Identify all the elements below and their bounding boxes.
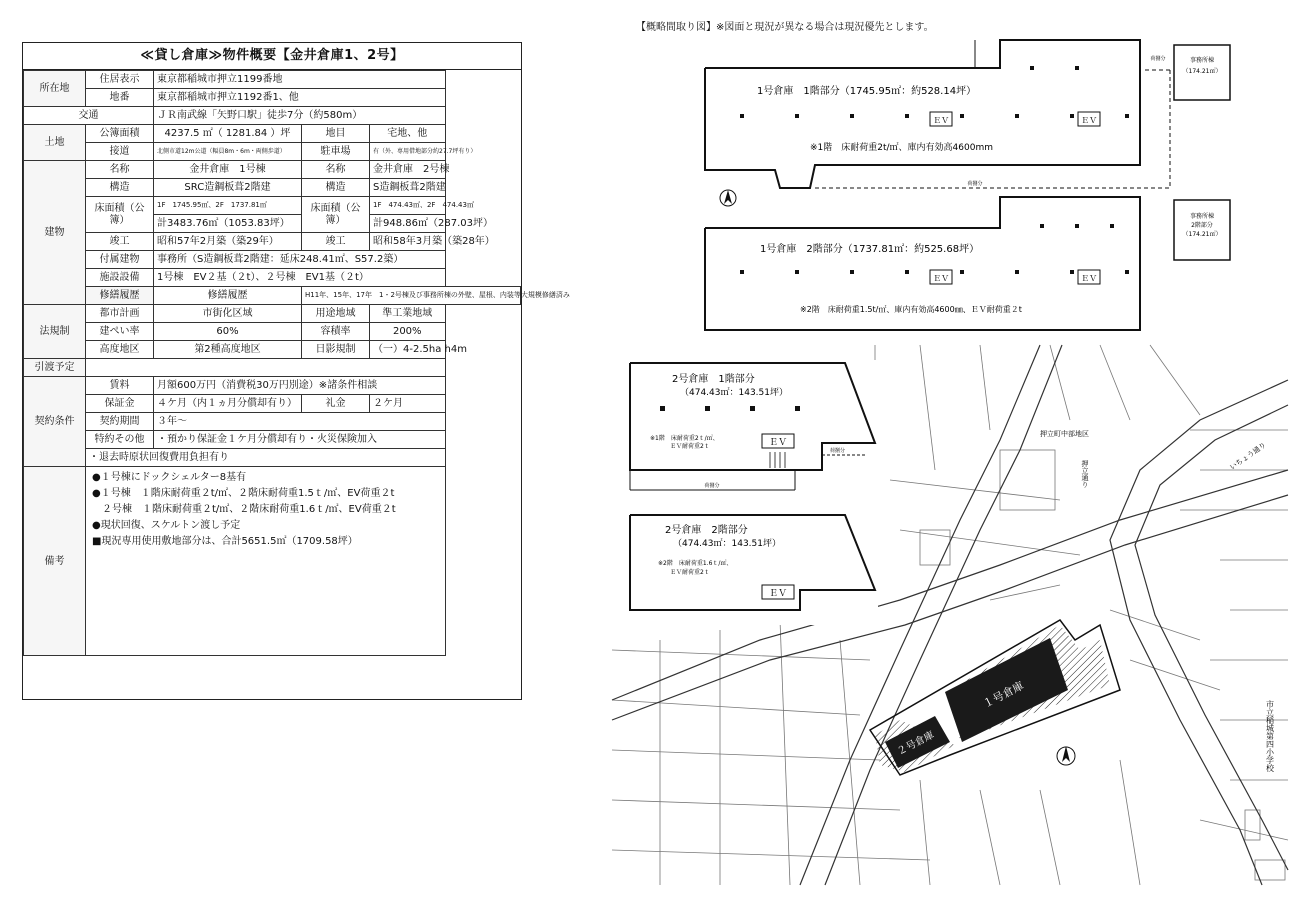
- city-plan-value: 市街化区域: [154, 305, 302, 323]
- equip-label: 施設設備: [86, 269, 154, 287]
- annex2-sub: 2階部分: [1191, 222, 1213, 229]
- zone-value: 準工業地域: [370, 305, 446, 323]
- special-value: ・預かり保証金１ケ月分償却有り・火災保険加入: [154, 431, 446, 449]
- ev-label: ＥＶ: [933, 274, 949, 283]
- term-label: 契約期間: [86, 413, 154, 431]
- restore-value: ・退去時原状回復費用負担有り: [86, 449, 446, 467]
- w2-2f-note1: ※2階 床耐荷重1.6ｔ/㎡、: [658, 560, 733, 567]
- drawing-caption: 【概略間取り図】※図面と現況が異なる場合は現況優先とします。: [636, 22, 934, 33]
- shadow-value: （一）4-2.5ha h4m: [370, 341, 446, 359]
- equip-value: 1号棟 EV２基（２t）、２号棟 EV1基（２t）: [154, 269, 446, 287]
- name2-value: 金井倉庫 2号棟: [370, 161, 446, 179]
- transport-value: ＪＲ南武線「矢野口駅」徒歩7分（約580m）: [154, 107, 446, 125]
- map-w2-label: ２号倉庫: [895, 729, 937, 758]
- category-regulation: 法規制: [24, 305, 86, 359]
- special-label: 特約その他: [86, 431, 154, 449]
- w2-1f-bottom-label: 荷捌分: [704, 483, 720, 489]
- transport-label: 交通: [24, 107, 154, 125]
- structure-label: 構造: [86, 179, 154, 197]
- term-value: ３年～: [154, 413, 446, 431]
- map-school-label: 市立稲城第四小学校: [1265, 700, 1275, 772]
- renovation-label: 修繕履歴: [154, 287, 302, 305]
- land-area-label: 公簿面積: [86, 125, 154, 143]
- height-label: 高度地区: [86, 341, 154, 359]
- w2-1f-note2: ＥＶ耐荷重2ｔ: [670, 443, 710, 450]
- w2-1f-title: 2号倉庫 1階部分: [672, 374, 755, 385]
- warehouse2-2f-plan: [628, 510, 878, 625]
- category-remarks: 備考: [24, 467, 86, 656]
- floor-label-2: 床面積（公簿）: [302, 197, 370, 233]
- category-building: 建物: [24, 161, 86, 305]
- remark-line: ●現状回復、スケルトン渡し予定: [92, 520, 241, 531]
- structure-label-2: 構造: [302, 179, 370, 197]
- w2-2f-title: 2号倉庫 2階部分: [665, 525, 748, 536]
- floor1-total: 計3483.76㎡（1053.83坪）: [154, 215, 302, 233]
- w2-1f-note1: ※1階 床耐荷重2ｔ/㎡、: [650, 435, 719, 442]
- w1-2f-title: 1号倉庫 2階部分（1737.81㎡：約525.68坪）: [760, 244, 980, 255]
- name-label: 名称: [86, 161, 154, 179]
- shadow-label: 日影規制: [302, 341, 370, 359]
- category-location: 所在地: [24, 71, 86, 107]
- annex-label: 付属建物: [86, 251, 154, 269]
- lot-label: 地番: [86, 89, 154, 107]
- warehouse1-2f-plan: [705, 197, 1140, 330]
- map-w1-label: １号倉庫: [980, 679, 1026, 711]
- deposit-value: ４ケ月（内１ヵ月分償却有り）: [154, 395, 302, 413]
- w1-1f-note: ※1階 床耐荷重2t/㎡、庫内有効高4600mm: [810, 143, 993, 153]
- renovation-value: H11年、15年、17年 1・2号棟及び事務所棟の外壁、屋根、内装等大規模修繕済み: [302, 287, 521, 305]
- road-value: 北側市道12m公道（幅員8m・6m・両側歩道）: [154, 143, 302, 161]
- built-label: 竣工: [86, 233, 154, 251]
- w2-2f-area: （474.43㎡：143.51坪）: [673, 539, 781, 549]
- built1-value: 昭和57年2月築（築29年）: [154, 233, 302, 251]
- deposit-label: 保証金: [86, 395, 154, 413]
- category-renovation: 修繕履歴: [86, 287, 154, 305]
- parking-label: 駐車場: [302, 143, 370, 161]
- w2-1f-area: （474.43㎡：143.51坪）: [680, 388, 788, 398]
- rent-label: 賃料: [86, 377, 154, 395]
- lot-value: 東京都稲城市押立1192番1、他: [154, 89, 446, 107]
- address-value: 東京都稲城市押立1199番地: [154, 71, 446, 89]
- far-value: 200%: [370, 323, 446, 341]
- bcr-value: 60%: [154, 323, 302, 341]
- w1-1f-title: 1号倉庫 1階部分（1745.95㎡：約528.14坪）: [757, 86, 977, 97]
- w2-1f-side-label: 荷捌分: [830, 448, 846, 454]
- land-area-value: 4237.5 ㎡（ 1281.84 ）坪: [154, 125, 302, 143]
- ev-label: ＥＶ: [1081, 116, 1097, 125]
- structure1-value: SRC造鋼板葺2階建: [154, 179, 302, 197]
- warehouse2-1f-plan: [628, 360, 878, 500]
- floor1-value: 1F 1745.95㎡、2F 1737.81㎡: [154, 197, 302, 215]
- built2-value: 昭和58年3月築（築28年）: [370, 233, 446, 251]
- remark-line: ２号棟 １階床耐荷重２t/㎡、２階床耐荷重1.6ｔ/㎡、EV荷重２t: [92, 504, 396, 515]
- rent-value: 月額600万円（消費税30万円別途）※諸条件相談: [154, 377, 446, 395]
- north-arrow-icon: [720, 190, 736, 206]
- structure2-value: S造鋼板葺2階建: [370, 179, 446, 197]
- ev-label: ＥＶ: [1081, 274, 1097, 283]
- annex-value: 事務所（S造鋼板葺2階建：延床248.41㎡、S57.2築）: [154, 251, 446, 269]
- built-label-2: 竣工: [302, 233, 370, 251]
- ev-label: ＥＶ: [768, 438, 788, 448]
- landuse-value: 宅地、他: [370, 125, 446, 143]
- parking-value: 有（外、専用借地部分約27.7坪有り）: [370, 143, 446, 161]
- ev-label: ＥＶ: [768, 589, 788, 599]
- remark-line: ●１号棟 １階床耐荷重２t/㎡、２階床耐荷重1.5ｔ/㎡、EV荷重２t: [92, 488, 395, 499]
- category-land: 土地: [24, 125, 86, 161]
- keymoney-label: 礼金: [302, 395, 370, 413]
- annex2-area: （174.21㎡）: [1182, 231, 1222, 238]
- category-handover: 引渡予定: [24, 359, 86, 377]
- ev-label: ＥＶ: [933, 116, 949, 125]
- landuse-label: 地目: [302, 125, 370, 143]
- sheet-title: ≪貸し倉庫≫物件概要【金井倉庫1、2号】: [23, 43, 521, 70]
- floor-label: 床面積（公簿）: [86, 197, 154, 233]
- map-district-label: 押立町中部地区: [1040, 430, 1089, 438]
- height-value: 第2種高度地区: [154, 341, 302, 359]
- road-label: 接道: [86, 143, 154, 161]
- far-label: 容積率: [302, 323, 370, 341]
- w1-1f-side-label: 荷捌分: [1150, 56, 1166, 62]
- w1-2f-note: ※2階 床耐荷重1.5t/㎡、庫内有効高4600㎜、ＥＶ耐荷重２t: [800, 305, 1022, 314]
- remark-line: ●１号棟にドックシェルター8基有: [92, 472, 247, 483]
- name1-value: 金井倉庫 1号棟: [154, 161, 302, 179]
- annex-office-1f: [1174, 45, 1230, 100]
- name-label-2: 名称: [302, 161, 370, 179]
- annex1-name: 事務所棟: [1189, 57, 1215, 64]
- floor2-total: 計948.86㎡（287.03坪）: [370, 215, 446, 233]
- city-plan-label: 都市計画: [86, 305, 154, 323]
- remark-line: ■現況専用使用敷地部分は、合計5651.5㎡（1709.58坪）: [92, 536, 358, 547]
- map-avenue-label: いちょう通り: [1228, 440, 1268, 472]
- annex1-area: （174.21㎡）: [1182, 68, 1222, 75]
- w2-2f-note2: ＥＶ耐荷重2ｔ: [670, 569, 710, 576]
- bcr-label: 建ぺい率: [86, 323, 154, 341]
- zone-label: 用途地域: [302, 305, 370, 323]
- category-contract: 契約条件: [24, 377, 86, 467]
- annex-office-2f: [1174, 200, 1230, 260]
- w1-1f-bottom-label: 荷捌分: [967, 181, 983, 187]
- map-road-label: 押立通り: [1081, 460, 1089, 488]
- warehouse1-1f-plan: [705, 40, 1170, 206]
- address-label: 住居表示: [86, 71, 154, 89]
- annex2-name: 事務所棟: [1189, 213, 1215, 220]
- keymoney-value: ２ケ月: [370, 395, 446, 413]
- floor2-value: 1F 474.43㎡、2F 474.43㎡: [370, 197, 446, 215]
